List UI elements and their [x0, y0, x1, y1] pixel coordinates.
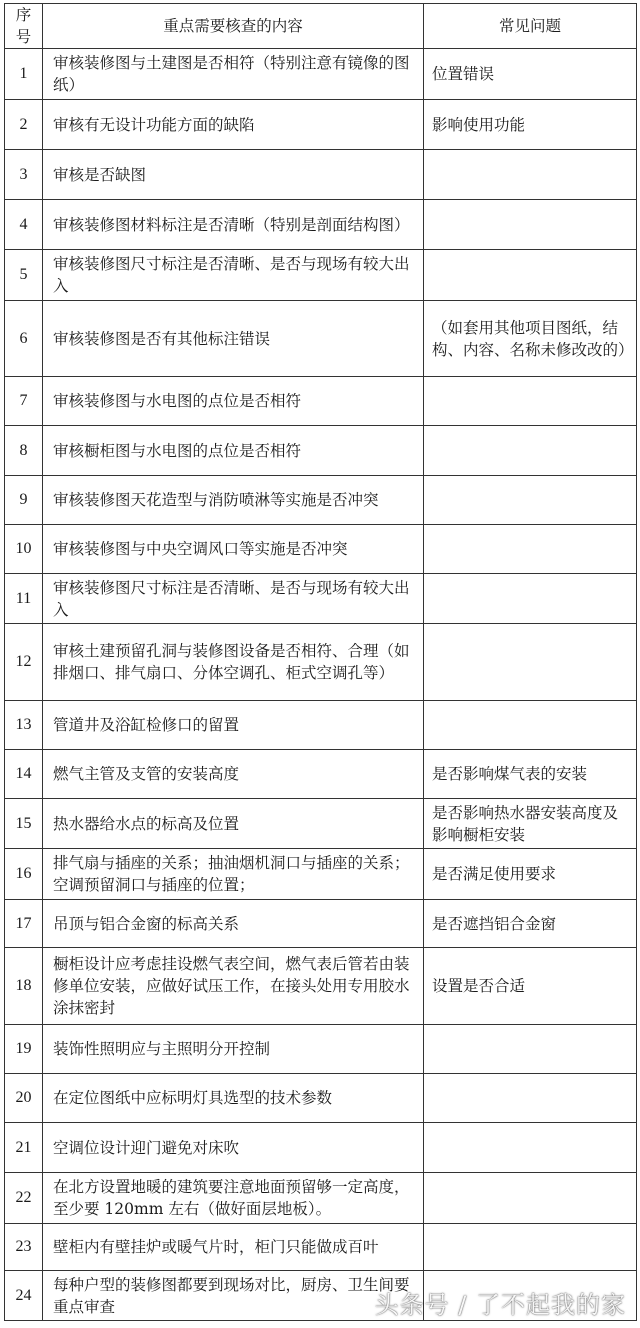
table-row [5, 150, 637, 200]
row-content: 壁柜内有壁挂炉或暖气片时，柜门只能做成百叶 [43, 1224, 424, 1271]
row-content: 燃气主管及支管的安装高度 [43, 750, 424, 799]
row-issue: 是否遮挡铝合金窗 [424, 900, 637, 948]
row-number: 11 [5, 574, 43, 624]
table-row [5, 799, 637, 849]
row-number: 1 [5, 49, 43, 100]
header-content: 重点需要核查的内容 [43, 4, 424, 49]
table-row [5, 1025, 637, 1074]
row-number: 10 [5, 525, 43, 574]
row-content: 审核是否缺图 [43, 150, 424, 200]
row-issue [424, 150, 637, 200]
row-number: 12 [5, 624, 43, 701]
row-issue [424, 525, 637, 574]
row-number: 7 [5, 377, 43, 426]
row-number: 21 [5, 1123, 43, 1173]
review-checklist-table [4, 3, 637, 1321]
row-content: 审核装修图与水电图的点位是否相符 [43, 377, 424, 426]
row-content: 审核有无设计功能方面的缺陷 [43, 100, 424, 150]
row-number: 14 [5, 750, 43, 799]
row-content: 排气扇与插座的关系；抽油烟机洞口与插座的关系；空调预留洞口与插座的位置； [43, 849, 424, 900]
header-issue: 常见问题 [424, 4, 637, 49]
table-row [5, 426, 637, 476]
row-content: 审核装修图材料标注是否清晰（特别是剖面结构图） [43, 200, 424, 250]
row-issue: 是否满足使用要求 [424, 849, 637, 900]
row-number: 17 [5, 900, 43, 948]
row-content: 管道井及浴缸检修口的留置 [43, 701, 424, 750]
row-issue: （如套用其他项目图纸，结构、内容、名称未修改改的） [424, 301, 637, 377]
row-issue [424, 200, 637, 250]
row-number: 22 [5, 1173, 43, 1224]
row-content: 在北方设置地暖的建筑要注意地面预留够一定高度，至少要 120mm 左右（做好面层地板）。 [43, 1173, 424, 1224]
table-row [5, 49, 637, 100]
row-issue: 位置错误 [424, 49, 637, 100]
row-issue: 是否影响煤气表的安装 [424, 750, 637, 799]
row-content: 每种户型的装修图都要到现场对比，厨房、卫生间要重点审查 [43, 1271, 424, 1321]
row-issue [424, 624, 637, 701]
table-row [5, 574, 637, 624]
table-row [5, 849, 637, 900]
row-issue [424, 1025, 637, 1074]
table-row [5, 701, 637, 750]
table-row [5, 948, 637, 1025]
row-content: 吊顶与铝合金窗的标高关系 [43, 900, 424, 948]
table-row [5, 1224, 637, 1271]
table-row [5, 250, 637, 301]
row-content: 审核土建预留孔洞与装修图设备是否相符、合理（如排烟口、排气扇口、分体空调孔、柜式空调孔等） [43, 624, 424, 701]
row-issue [424, 701, 637, 750]
row-number: 16 [5, 849, 43, 900]
row-issue [424, 377, 637, 426]
row-number: 15 [5, 799, 43, 849]
table-row [5, 377, 637, 426]
table-row [5, 100, 637, 150]
row-content: 审核装修图天花造型与消防喷淋等实施是否冲突 [43, 476, 424, 525]
row-issue: 是否影响热水器安装高度及影响橱柜安装 [424, 799, 637, 849]
header-no: 序号 [5, 4, 43, 49]
table-row [5, 750, 637, 799]
watermark: 头条号 / 了不起我的家 [374, 1291, 626, 1319]
row-number: 19 [5, 1025, 43, 1074]
row-issue [424, 426, 637, 476]
row-issue [424, 250, 637, 301]
row-content: 审核橱柜图与水电图的点位是否相符 [43, 426, 424, 476]
row-number: 9 [5, 476, 43, 525]
row-content: 热水器给水点的标高及位置 [43, 799, 424, 849]
row-content: 审核装修图尺寸标注是否清晰、是否与现场有较大出入 [43, 250, 424, 301]
row-number: 18 [5, 948, 43, 1025]
row-issue [424, 476, 637, 525]
row-content: 空调位设计迎门避免对床吹 [43, 1123, 424, 1173]
row-issue: 影响使用功能 [424, 100, 637, 150]
row-issue: 设置是否合适 [424, 948, 637, 1025]
row-issue [424, 1173, 637, 1224]
table-row [5, 1173, 637, 1224]
table-row [5, 476, 637, 525]
row-content: 在定位图纸中应标明灯具选型的技术参数 [43, 1074, 424, 1123]
table-row [5, 1123, 637, 1173]
row-number: 6 [5, 301, 43, 377]
row-number: 20 [5, 1074, 43, 1123]
row-number: 4 [5, 200, 43, 250]
row-issue [424, 574, 637, 624]
table-row [5, 200, 637, 250]
row-content: 橱柜设计应考虑挂设燃气表空间，燃气表后管若由装修单位安装，应做好试压工作，在接头处用专用胶水涂抹密封 [43, 948, 424, 1025]
table-row [5, 301, 637, 377]
row-content: 装饰性照明应与主照明分开控制 [43, 1025, 424, 1074]
row-number: 23 [5, 1224, 43, 1271]
row-number: 13 [5, 701, 43, 750]
row-number: 5 [5, 250, 43, 301]
row-content: 审核装修图是否有其他标注错误 [43, 301, 424, 377]
header-row [5, 4, 637, 49]
row-content: 审核装修图与土建图是否相符（特别注意有镜像的图纸） [43, 49, 424, 100]
row-issue [424, 1224, 637, 1271]
row-number: 2 [5, 100, 43, 150]
row-content: 审核装修图与中央空调风口等实施是否冲突 [43, 525, 424, 574]
row-number: 8 [5, 426, 43, 476]
table-row [5, 525, 637, 574]
row-number: 3 [5, 150, 43, 200]
row-issue [424, 1123, 637, 1173]
table-row [5, 624, 637, 701]
row-number: 24 [5, 1271, 43, 1321]
table-row [5, 1074, 637, 1123]
table-row [5, 900, 637, 948]
row-issue [424, 1074, 637, 1123]
row-content: 审核装修图尺寸标注是否清晰、是否与现场有较大出入 [43, 574, 424, 624]
